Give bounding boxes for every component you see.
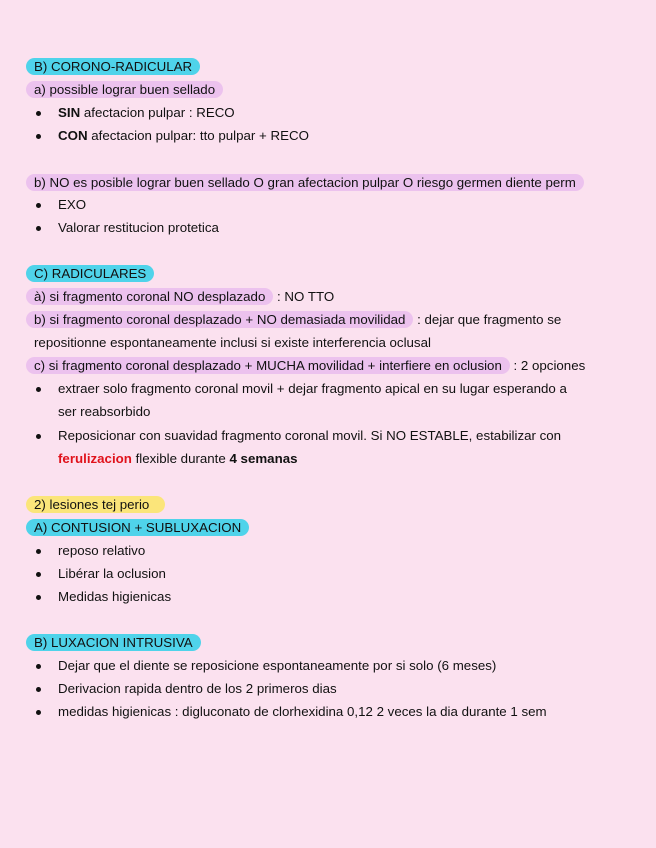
list-item-continuation: [58, 403, 150, 421]
item-text: Reposicionar con suavidad fragmento coronal movil. Si NO ESTABLE, estabilizar con: [58, 428, 562, 443]
option-c-rest: : 2 opciones: [509, 358, 586, 373]
heading-luxacion-intrusiva: [34, 634, 201, 652]
heading-text: A) CONTUSION + SUBLUXACION: [26, 519, 249, 536]
heading-radiculares: [34, 265, 154, 283]
option-b-line: [34, 311, 561, 329]
bold-term: 4 semanas: [229, 451, 298, 466]
option-c-line: [34, 357, 585, 375]
option-a-text: a) possible lograr buen sellado: [26, 81, 223, 98]
item-text: medidas higienicas : digluconato de clorhexidina 0,12 2 veces la dia durante 1 sem: [58, 704, 547, 719]
list-item: [58, 104, 235, 122]
option-b-line: [34, 174, 584, 192]
item-text: Dejar que el diente se reposicione espontaneamente por si solo (6 meses): [58, 658, 497, 673]
item-text: Libérar la oclusion: [58, 566, 166, 581]
option-c-highlight: c) si fragmento coronal desplazado + MUCHA movilidad + interfiere en oclusion: [26, 357, 510, 374]
list-item: [58, 196, 86, 214]
option-b-highlight: b) si fragmento coronal desplazado + NO demasiada movilidad: [26, 311, 413, 328]
list-item: [58, 588, 171, 606]
list-item: [58, 657, 496, 675]
list-item: [58, 380, 567, 398]
option-a-rest: : NO TTO: [273, 289, 335, 304]
item-text: extraer solo fragmento coronal movil + dejar fragmento apical en su lugar esperando a: [58, 381, 567, 396]
section-title-text: 2) lesiones tej perio: [26, 496, 165, 513]
item-text: afectacion pulpar : RECO: [80, 105, 235, 120]
red-term: ferulizacion: [58, 451, 132, 466]
heading-text: B) CORONO-RADICULAR: [26, 58, 200, 75]
option-a-line: [34, 81, 223, 99]
item-text: reposo relativo: [58, 543, 146, 558]
option-b-text: b) NO es posible lograr buen sellado O gran afectacion pulpar O riesgo germen diente perm: [26, 174, 584, 191]
item-text: afectacion pulpar: tto pulpar + RECO: [87, 128, 309, 143]
heading-text: B) LUXACION INTRUSIVA: [26, 634, 201, 651]
section-title-lesiones: [34, 496, 165, 514]
list-item: [58, 565, 166, 583]
item-text: Valorar restitucion protetica: [58, 220, 219, 235]
option-b-continuation: [34, 334, 431, 352]
heading-text: C) RADICULARES: [26, 265, 154, 282]
list-item: [58, 219, 219, 237]
bold-term: CON: [58, 128, 88, 143]
item-text: Medidas higienicas: [58, 589, 172, 604]
item-text: flexible durante: [131, 451, 230, 466]
item-text: EXO: [58, 197, 87, 212]
continuation-text: repositionne espontaneamente inclusi si existe interferencia oclusal: [34, 335, 431, 350]
heading-contusion: [34, 519, 249, 537]
option-a-line: [34, 288, 334, 306]
list-item-continuation: [58, 450, 297, 468]
list-item: [58, 542, 145, 560]
option-b-rest: : dejar que fragmento se: [413, 312, 562, 327]
item-text: ser reabsorbido: [58, 404, 151, 419]
list-item: [58, 680, 337, 698]
list-item: [58, 127, 309, 145]
heading-corono-radicular: [34, 58, 200, 76]
list-item: [58, 427, 561, 445]
list-item: [58, 703, 547, 721]
option-a-highlight: à) si fragmento coronal NO desplazado: [26, 288, 273, 305]
item-text: Derivacion rapida dentro de los 2 primeros dias: [58, 681, 337, 696]
bold-term: SIN: [58, 105, 81, 120]
